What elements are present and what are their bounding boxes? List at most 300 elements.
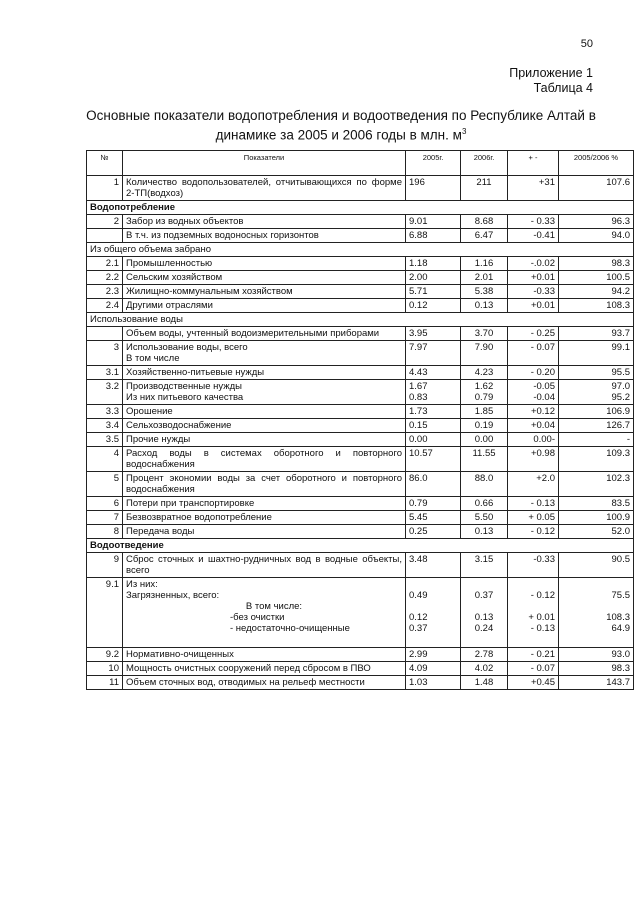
subsection-row (87, 313, 634, 327)
indicator-text: Расход воды в системах оборотного и повторного водоснабжения (126, 448, 402, 470)
value-diff-text: -0.05 (533, 381, 555, 392)
value-2005-text: 86.0 (409, 473, 428, 484)
value-2005 (406, 366, 461, 380)
value-2006 (461, 662, 508, 676)
value-2005 (406, 215, 461, 229)
value-diff (508, 285, 559, 299)
row-indicator (123, 648, 406, 662)
value-2005-subtext: 0.83 (409, 392, 428, 403)
row-number: 1 (87, 176, 123, 201)
value-2005-text: 0.15 (409, 420, 428, 431)
value-2005-text: 10.57 (409, 448, 433, 459)
row-number (87, 229, 123, 243)
table-row (87, 405, 634, 419)
table-header-row (87, 151, 634, 176)
value-2005 (406, 648, 461, 662)
value-diff-text: 0.00- (533, 434, 555, 445)
value-2005 (406, 229, 461, 243)
table-row (87, 676, 634, 690)
value-2006-text: 8.68 (474, 216, 494, 227)
indicator-subtext: В том числе (126, 353, 180, 364)
indicator-text: Сельхозводоснабжение (126, 420, 232, 431)
row-indicator (123, 341, 406, 366)
value-ratio (559, 419, 634, 433)
table-row (87, 380, 634, 405)
value-diff-text: +0.12 (530, 406, 555, 417)
value-2006 (461, 341, 508, 366)
indicator-text: Безвозвратное водопотребление (126, 512, 272, 523)
header-diff: + - (508, 151, 559, 176)
value-2006-subtext: 0.79 (474, 392, 494, 403)
indicator-text: Другими отраслями (126, 300, 213, 311)
value-ratio (559, 525, 634, 539)
value-2005 (406, 525, 461, 539)
row-indicator-line: - недостаточно-очищенные (230, 623, 350, 634)
value-2005-text: 196 (409, 177, 425, 188)
value-ratio (559, 511, 634, 525)
value-2005-text: 4.43 (409, 367, 428, 378)
row-indicator (123, 299, 406, 313)
value-2006-text: 0.19 (474, 420, 494, 431)
row-indicator (123, 271, 406, 285)
value-2005-text: 1.73 (409, 406, 428, 417)
value-diff (508, 405, 559, 419)
value-2006-text: 0.13 (474, 526, 494, 537)
table-row (87, 215, 634, 229)
table-body (87, 176, 634, 690)
value-diff-text: -0.33 (533, 554, 555, 565)
value-2006-text: 5.50 (474, 512, 494, 523)
header-name: Показатели (123, 151, 406, 176)
value-2006-text: 1.16 (474, 258, 494, 269)
table-row (87, 299, 634, 313)
value-diff (508, 341, 559, 366)
value-ratio (559, 648, 634, 662)
value-2006-text: 0.66 (474, 498, 494, 509)
row-indicator (123, 215, 406, 229)
value-diff (508, 257, 559, 271)
indicator-text: Количество водопользователей, отчитывающихся по форме 2-ТП(водхоз) (126, 177, 402, 199)
value-2005-text: 0.00 (409, 434, 428, 445)
value-2006 (461, 285, 508, 299)
title-line-1: Основные показатели водопотребления и водоотведения по Республике Алтай в (86, 108, 596, 123)
row-indicator-line: -без очистки (230, 612, 285, 623)
value-ratio (559, 676, 634, 690)
section-title: Водопотребление (87, 201, 634, 215)
page-title (86, 108, 596, 144)
value-diff-text: +0.45 (530, 677, 555, 688)
value-ratio (559, 229, 634, 243)
value-2006-text: 1.85 (474, 406, 494, 417)
value-2006-line (464, 579, 504, 590)
table-row (87, 433, 634, 447)
value-2006-text: 3.70 (474, 328, 494, 339)
value-2006 (461, 433, 508, 447)
value-ratio-text: 100.5 (606, 272, 630, 283)
value-2006-text: 2.01 (474, 272, 494, 283)
row-indicator (123, 525, 406, 539)
row-number: 8 (87, 525, 123, 539)
row-indicator (123, 472, 406, 497)
row-number: 3.3 (87, 405, 123, 419)
value-ratio-line: 75.5 (611, 590, 630, 601)
value-diff-text: -0.33 (533, 286, 555, 297)
value-ratio-text: 106.9 (606, 406, 630, 417)
indicator-text: Нормативно-очищенных (126, 649, 234, 660)
value-2006 (461, 497, 508, 511)
value-2005 (406, 662, 461, 676)
indicator-text: Прочие нужды (126, 434, 191, 445)
value-2006 (461, 327, 508, 341)
value-2005-text: 9.01 (409, 216, 428, 227)
header-2005: 2005г. (406, 151, 461, 176)
row-number: 2 (87, 215, 123, 229)
value-2006 (461, 648, 508, 662)
value-diff-line (511, 579, 555, 590)
table-row (87, 511, 634, 525)
value-2006-line (464, 601, 504, 612)
indicator-text: Объем воды, учтенный водоизмерительными приборами (126, 328, 380, 339)
table-row (87, 553, 634, 578)
value-diff-text: - 0.13 (530, 498, 555, 509)
value-ratio-text: 83.5 (611, 498, 630, 509)
value-ratio-text: 126.7 (606, 420, 630, 431)
value-2006-text: 7.90 (474, 342, 494, 353)
value-ratio-text: 98.3 (611, 663, 630, 674)
table-row (87, 271, 634, 285)
value-2005-text: 1.03 (409, 677, 428, 688)
value-diff (508, 553, 559, 578)
row-indicator (123, 176, 406, 201)
value-ratio (559, 497, 634, 511)
value-diff-text: +0.01 (530, 272, 555, 283)
value-ratio-text: 97.0 (611, 381, 630, 392)
value-diff (508, 299, 559, 313)
row-indicator (123, 662, 406, 676)
indicator-text: Объем сточных вод, отводимых на рельеф местности (126, 677, 365, 688)
row-indicator (123, 257, 406, 271)
table-row (87, 229, 634, 243)
row-number: 3.1 (87, 366, 123, 380)
value-diff-text: -0.41 (533, 230, 555, 241)
value-2006 (461, 366, 508, 380)
value-ratio (559, 285, 634, 299)
value-diff-text: - 0.33 (530, 216, 555, 227)
subsection-title: Использование воды (87, 313, 634, 327)
value-2006 (461, 472, 508, 497)
value-2006 (461, 299, 508, 313)
value-2006-text: 3.15 (474, 554, 494, 565)
row-number: 2.3 (87, 285, 123, 299)
table-row (87, 341, 634, 366)
value-2006-text: 1.48 (474, 677, 494, 688)
value-diff-text: -.0.02 (530, 258, 555, 269)
value-2005-text: 2.00 (409, 272, 428, 283)
value-2005 (406, 676, 461, 690)
value-diff (508, 447, 559, 472)
indicator-text: Передача воды (126, 526, 195, 537)
table-row (87, 447, 634, 472)
value-ratio (559, 553, 634, 578)
row-indicator (123, 676, 406, 690)
value-ratio-text: 102.3 (606, 473, 630, 484)
value-2006-line: 0.37 (474, 590, 494, 601)
value-2005-text: 2.99 (409, 649, 428, 660)
row-indicator (123, 285, 406, 299)
value-diff-line: - 0.13 (530, 623, 555, 634)
table-row (87, 472, 634, 497)
header-no: № (87, 151, 123, 176)
value-ratio (559, 447, 634, 472)
value-ratio (559, 405, 634, 419)
value-diff-text: - 0.25 (530, 328, 555, 339)
row-number: 2.4 (87, 299, 123, 313)
value-diff (508, 271, 559, 285)
row-number: 2.1 (87, 257, 123, 271)
row-number: 6 (87, 497, 123, 511)
row-indicator (123, 366, 406, 380)
value-ratio-text: 98.3 (611, 258, 630, 269)
value-diff (508, 327, 559, 341)
row-indicator (123, 419, 406, 433)
indicator-text: Производственные нужды (126, 381, 243, 392)
value-2006-text: 5.38 (474, 286, 494, 297)
value-2005 (406, 553, 461, 578)
value-2005 (406, 578, 461, 648)
value-2006 (461, 176, 508, 201)
value-ratio (559, 433, 634, 447)
row-indicator (123, 511, 406, 525)
value-diff (508, 511, 559, 525)
value-2005-text: 7.97 (409, 342, 428, 353)
value-ratio-text: 143.7 (606, 677, 630, 688)
row-number: 4 (87, 447, 123, 472)
value-ratio-text: 100.9 (606, 512, 630, 523)
value-2005 (406, 511, 461, 525)
section-title: Водоотведение (87, 539, 634, 553)
value-diff (508, 176, 559, 201)
subsection-row (87, 243, 634, 257)
value-2005 (406, 472, 461, 497)
value-2005-text: 1.67 (409, 381, 428, 392)
value-2006 (461, 676, 508, 690)
value-2006-text: 6.47 (474, 230, 494, 241)
value-ratio-line (562, 601, 630, 612)
section-row (87, 539, 634, 553)
value-2006 (461, 447, 508, 472)
value-ratio-line (562, 579, 630, 590)
value-ratio (559, 662, 634, 676)
row-indicator (123, 380, 406, 405)
row-indicator (123, 578, 406, 648)
value-ratio-text: 96.3 (611, 216, 630, 227)
value-ratio (559, 380, 634, 405)
row-indicator (123, 229, 406, 243)
header-ratio: 2005/2006 % (559, 151, 634, 176)
value-diff-text: + 0.05 (528, 512, 555, 523)
table-row (87, 648, 634, 662)
indicator-text: Сброс сточных и шахтно-рудничных вод в водные объекты, всего (126, 554, 402, 576)
value-2006-text: 0.00 (474, 434, 494, 445)
value-diff (508, 472, 559, 497)
water-indicators-table (86, 150, 634, 690)
row-number: 3.4 (87, 419, 123, 433)
row-number: 2.2 (87, 271, 123, 285)
value-diff-text: +31 (538, 177, 555, 188)
value-2006-text: 11.55 (472, 448, 496, 459)
appendix-line: Приложение 1 (509, 66, 593, 80)
indicator-subtext: Из них питьевого качества (126, 392, 244, 403)
value-diff-line (511, 601, 555, 612)
value-2006 (461, 380, 508, 405)
value-ratio (559, 578, 634, 648)
value-2005 (406, 257, 461, 271)
value-ratio-text: 107.6 (606, 177, 630, 188)
value-ratio (559, 176, 634, 201)
value-diff (508, 648, 559, 662)
indicator-text: Промышленностью (126, 258, 213, 269)
title-superscript: 3 (461, 127, 467, 136)
table-label: Таблица 4 (533, 81, 593, 95)
value-ratio-text: 109.3 (606, 448, 630, 459)
value-2005-text: 0.12 (409, 300, 428, 311)
value-diff (508, 578, 559, 648)
row-indicator (123, 553, 406, 578)
indicator-text: Хозяйственно-питьевые нужды (126, 367, 265, 378)
value-ratio-text: 52.0 (611, 526, 630, 537)
value-ratio (559, 257, 634, 271)
value-2006 (461, 405, 508, 419)
indicator-text: Процент экономии воды за счет оборотного и повторного водоснабжения (126, 473, 402, 495)
indicator-text: Потери при транспортировке (126, 498, 255, 509)
value-2006-text: 88.0 (474, 473, 494, 484)
value-2006 (461, 553, 508, 578)
value-2005 (406, 299, 461, 313)
value-2005-text: 5.45 (409, 512, 428, 523)
value-2005-line: 0.37 (409, 623, 428, 634)
indicator-text: Использование воды, всего (126, 342, 248, 353)
value-2005 (406, 271, 461, 285)
table-row (87, 497, 634, 511)
value-2006-line: 0.24 (474, 623, 494, 634)
row-number: 10 (87, 662, 123, 676)
value-2006 (461, 578, 508, 648)
subsection-title: Из общего объема забрано (87, 243, 634, 257)
value-2006-text: 2.78 (474, 649, 494, 660)
row-indicator (123, 433, 406, 447)
value-diff (508, 419, 559, 433)
indicator-text: Мощность очистных сооружений перед сбросом в ПВО (126, 663, 371, 674)
value-diff-text: - 0.20 (530, 367, 555, 378)
row-number: 9.1 (87, 578, 123, 648)
table-row (87, 257, 634, 271)
value-2006-text: 4.02 (474, 663, 494, 674)
value-ratio-text: 93.7 (611, 328, 630, 339)
value-diff (508, 433, 559, 447)
value-diff-line: + 0.01 (528, 612, 555, 623)
table-row (87, 578, 634, 648)
value-2005-line (409, 579, 457, 590)
value-2005 (406, 419, 461, 433)
row-number: 3 (87, 341, 123, 366)
value-2005-text: 6.88 (409, 230, 428, 241)
value-2005-text: 5.71 (409, 286, 428, 297)
value-2006-text: 211 (476, 177, 492, 188)
value-ratio-line: 108.3 (606, 612, 630, 623)
value-2006 (461, 229, 508, 243)
indicator-text: В т.ч. из подземных водоносных горизонтов (126, 230, 319, 241)
page-number: 50 (580, 38, 593, 50)
row-indicator (123, 447, 406, 472)
value-diff-subtext: -0.04 (533, 392, 555, 403)
value-2005-text: 0.79 (409, 498, 428, 509)
value-2006 (461, 419, 508, 433)
value-2006 (461, 271, 508, 285)
row-indicator (123, 327, 406, 341)
value-2005 (406, 447, 461, 472)
value-diff (508, 380, 559, 405)
value-ratio (559, 341, 634, 366)
row-number: 3.5 (87, 433, 123, 447)
value-2005 (406, 285, 461, 299)
header-2006: 2006г. (461, 151, 508, 176)
value-diff-text: - 0.12 (530, 526, 555, 537)
row-indicator-line: Загрязненных, всего: (126, 590, 220, 601)
table-row (87, 662, 634, 676)
value-ratio-line: 64.9 (611, 623, 630, 634)
value-ratio (559, 271, 634, 285)
row-number: 11 (87, 676, 123, 690)
value-diff (508, 366, 559, 380)
value-2005-line: 0.12 (409, 612, 428, 623)
value-2005 (406, 341, 461, 366)
value-diff-text: +0.04 (530, 420, 555, 431)
value-2005 (406, 327, 461, 341)
value-diff-text: - 0.07 (530, 663, 555, 674)
value-2005 (406, 380, 461, 405)
indicator-text: Сельским хозяйством (126, 272, 223, 283)
row-number: 9 (87, 553, 123, 578)
value-diff (508, 525, 559, 539)
value-diff-line: - 0.12 (530, 590, 555, 601)
row-number: 9.2 (87, 648, 123, 662)
section-row (87, 201, 634, 215)
value-diff (508, 676, 559, 690)
value-ratio (559, 327, 634, 341)
table-row (87, 285, 634, 299)
table-row (87, 176, 634, 201)
value-ratio-subtext: 95.2 (611, 392, 630, 403)
row-number: 5 (87, 472, 123, 497)
value-2006-line: 0.13 (474, 612, 494, 623)
value-ratio-text: 90.5 (611, 554, 630, 565)
value-2005-line: 0.49 (409, 590, 428, 601)
value-ratio-text: - (626, 434, 630, 445)
table-row (87, 366, 634, 380)
value-ratio-text: 94.2 (611, 286, 630, 297)
value-ratio-text: 108.3 (606, 300, 630, 311)
row-indicator-line: Из них: (126, 579, 158, 590)
value-2005 (406, 405, 461, 419)
indicator-text: Орошение (126, 406, 173, 417)
value-2005-text: 3.48 (409, 554, 428, 565)
row-indicator (123, 497, 406, 511)
value-ratio-text: 93.0 (611, 649, 630, 660)
value-2005 (406, 433, 461, 447)
value-ratio (559, 299, 634, 313)
value-diff-text: - 0.07 (530, 342, 555, 353)
value-2006-text: 4.23 (474, 367, 494, 378)
